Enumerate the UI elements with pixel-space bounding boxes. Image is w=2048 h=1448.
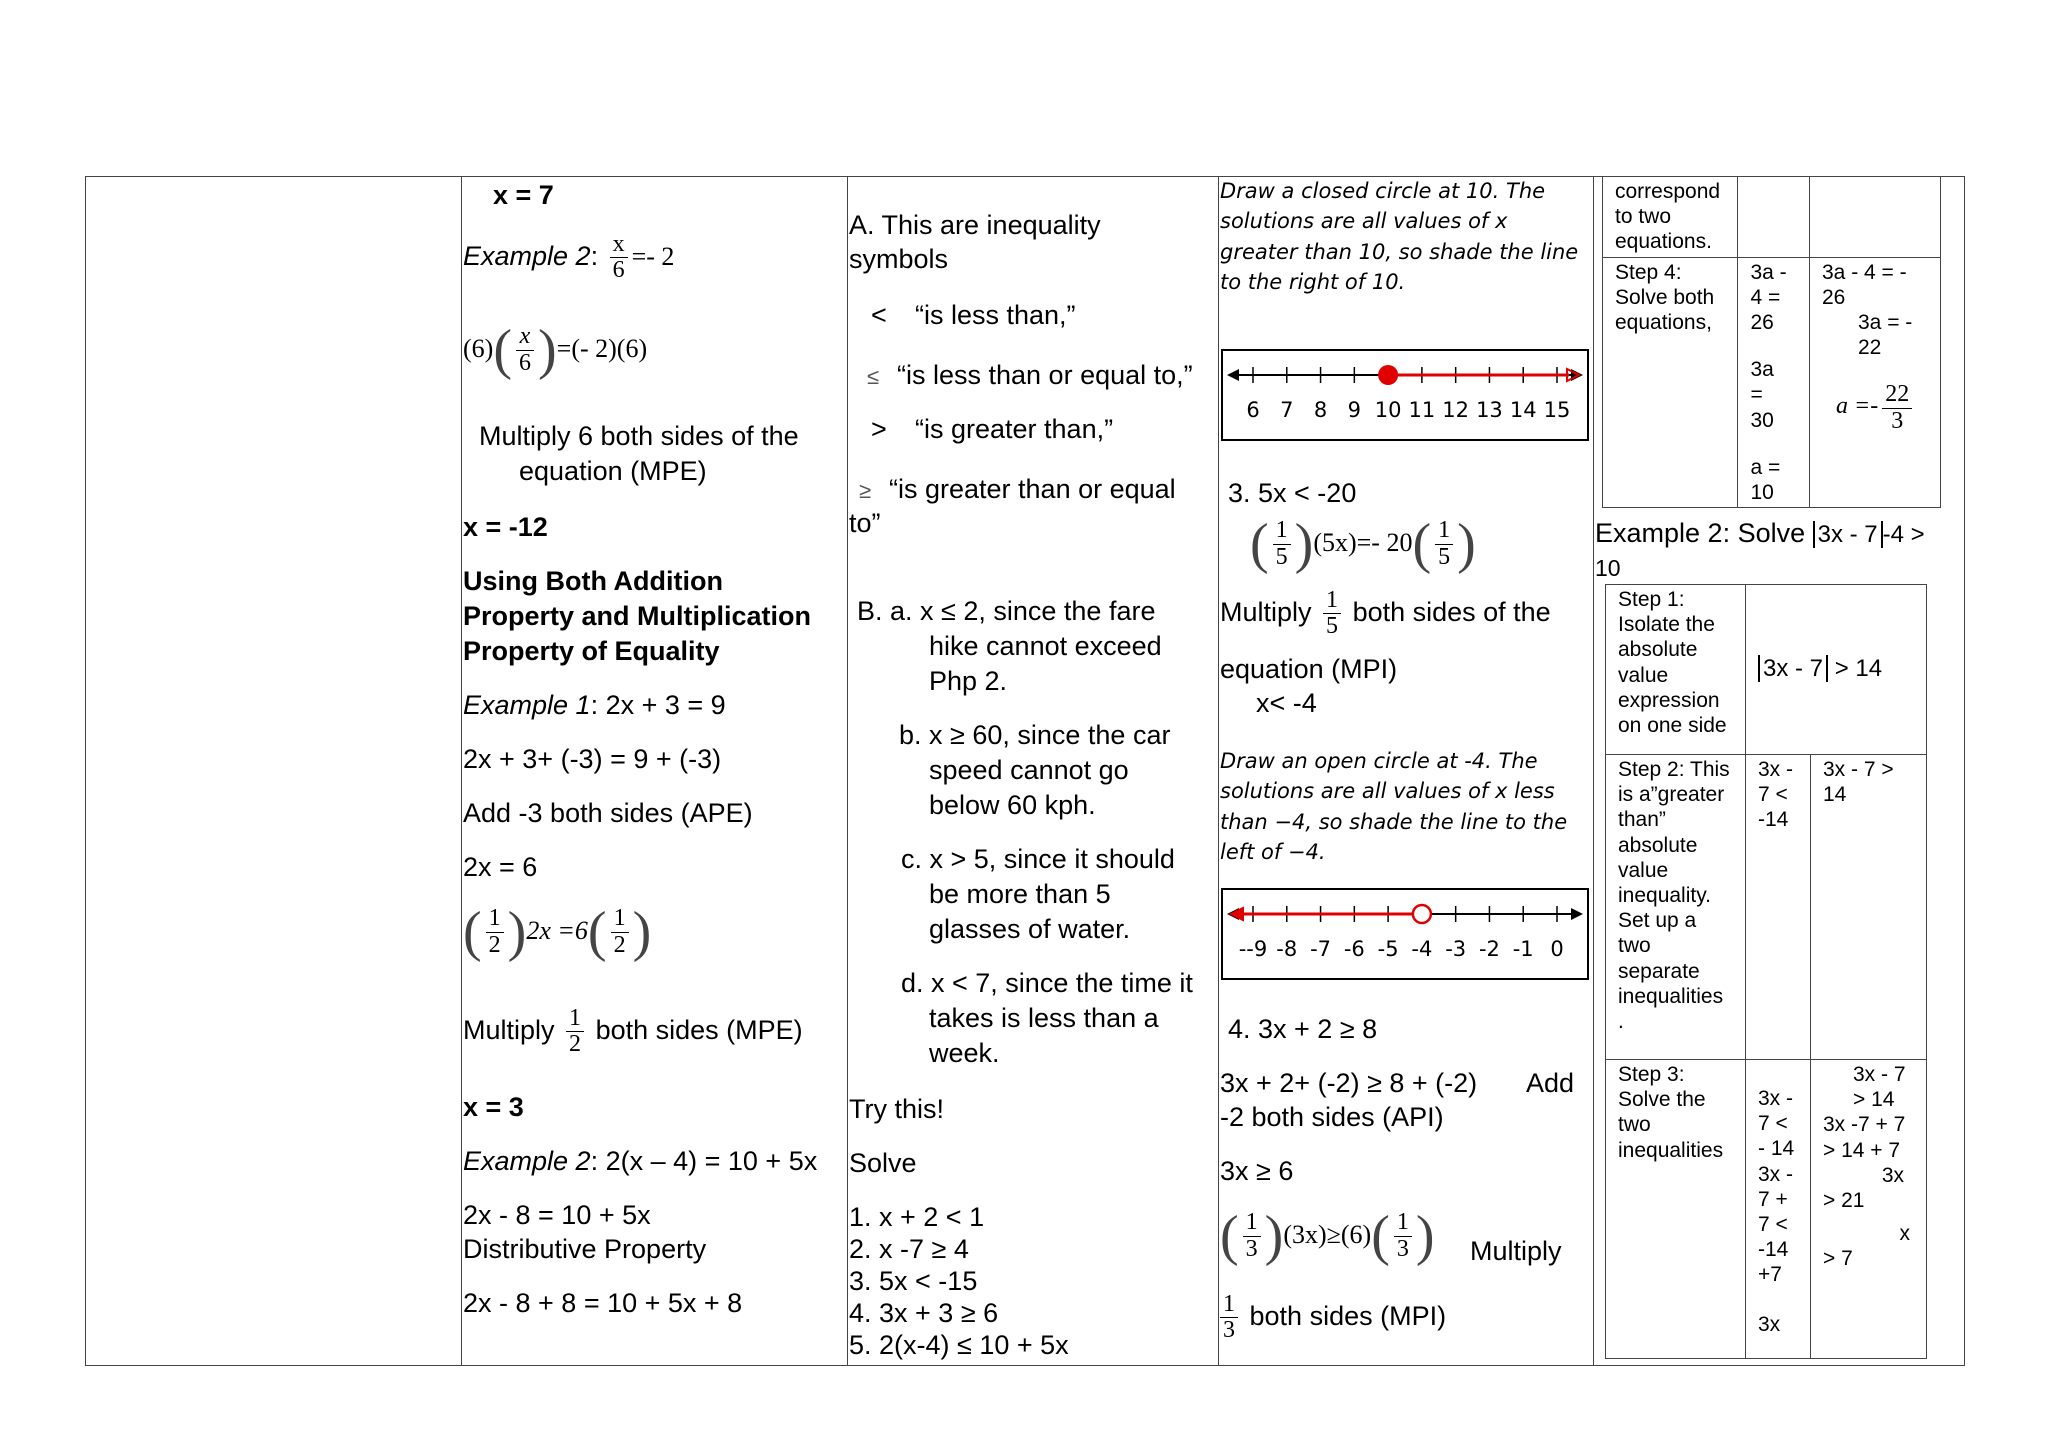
table-cell: Step 1: Isolate the absolute value expression on one side [1606, 585, 1746, 755]
q3-multiply-note: Multiply $\frac{1}{5}$ both sides of the [1220, 587, 1551, 640]
multiply-half-note: Multiply $\frac{1}{2}$ both sides (MPE) [463, 1005, 803, 1058]
column-divider [461, 176, 462, 1366]
arrow-left [1227, 369, 1239, 381]
tick-label: 13 [1476, 398, 1503, 422]
section-a-heading: A. This are inequality [849, 210, 1101, 240]
step-equation: 2x = 6 [463, 852, 538, 882]
symbol-greater-equal: ≥ “is greater than or equal [859, 474, 1176, 504]
answer-b-d: takes is less than a [929, 1003, 1159, 1033]
note-open-circle: Draw an open circle at -4. The solutions are all values of x less than −4, so shade the line to the left of −4. [1220, 749, 1568, 865]
practice-item: 1. x + 2 < 1 [849, 1202, 985, 1232]
multiply6-line1: Multiply 6 both sides of the [479, 421, 799, 451]
table-cell: 3x - 7 > 14 [1746, 585, 1927, 755]
answer-b-d: d. x < 7, since the time it [901, 968, 1193, 998]
fraction-answer: a =- $\frac{22}{3}$ [1836, 382, 1928, 433]
note-closed-circle: Draw a closed circle at 10. The solutions are all values of x greater than 10, so shade the line to the right of 10. [1220, 179, 1579, 295]
tick-label: -8 [1276, 937, 1298, 961]
symbol-greater-than: > “is greater than,” [871, 414, 1114, 444]
column-divider [1593, 176, 1594, 1366]
fraction: $\frac{1}{2}$ [566, 1006, 584, 1057]
symbol-less-than: < “is less than,” [871, 300, 1076, 330]
q4-step1-note: -2 both sides (API) [1220, 1102, 1444, 1132]
multiply6-line2: equation (MPE) [519, 456, 707, 486]
tick-label: -4 [1411, 937, 1433, 961]
answer-b-a: Php 2. [929, 666, 1008, 696]
answer-b-c: be more than 5 [929, 879, 1111, 909]
table-cell: 3x - 7 < - 14 3x - 7 + 7 < -14 +7 3x [1746, 1060, 1811, 1359]
practice-item: 4. 3x + 3 ≥ 6 [849, 1298, 999, 1328]
table-cell [1738, 177, 1810, 258]
fraction: $\frac{1}{5}$ [1323, 588, 1341, 639]
example2-equation: Example 2: $\frac{x}{6}$ =- 2 [463, 231, 675, 284]
tick-label: 7 [1280, 398, 1294, 422]
number-line-1 [1221, 349, 1589, 441]
practice-item: 3. 5x < -15 [849, 1266, 978, 1296]
symbol-greater-equal-cont: to” [849, 508, 881, 538]
number-line-1-svg [1223, 351, 1587, 439]
q4-multiply: Multiply [1470, 1236, 1562, 1266]
tick-label: -2 [1478, 937, 1500, 961]
tick-label: 9 [1347, 398, 1362, 422]
fraction: $\frac{1}{5}$ [1273, 518, 1291, 569]
arrow-right [1571, 908, 1583, 920]
column-divider [847, 176, 848, 1366]
tick-label: --9 [1238, 937, 1268, 961]
step-equation: 2x + 3+ (-3) = 9 + (-3) [463, 744, 722, 774]
answer-b-b: b. x ≥ 60, since the car [899, 720, 1171, 750]
tick-label: -1 [1512, 937, 1534, 961]
number-line-2 [1221, 888, 1589, 980]
table-cell: 3x - 7 > 14 3x -7 + 7 > 14 + 7 3x > 21 x > 7 [1811, 1060, 1927, 1359]
section-a-heading: symbols [849, 244, 949, 274]
tick-label: 11 [1408, 398, 1436, 422]
section-heading: Using Both Addition [463, 566, 723, 596]
answer-b-a: hike cannot exceed [929, 631, 1162, 661]
fraction: $\frac{1}{2}$ [486, 906, 504, 957]
tick-label: 6 [1246, 398, 1260, 422]
answer-b-a: B. a. x ≤ 2, since the fare [857, 596, 1156, 626]
example2b-equation: Example 2: 2(x – 4) = 10 + 5x [463, 1146, 818, 1176]
table-cell: Step 2: This is a”greater than” absolute value inequality. Set up a two separate inequalities . [1606, 755, 1746, 1060]
tick-label: 14 [1509, 398, 1537, 422]
half-equation: ( $\frac{1}{2}$ )2x =6( $\frac{1}{2}$ ) [463, 901, 652, 963]
closed-circle-10 [1378, 365, 1398, 385]
fraction: $\frac{1}{3}$ [1394, 1210, 1412, 1261]
answer-b-d: week. [929, 1038, 1000, 1068]
answer-xneg12: x = -12 [463, 512, 548, 542]
answer-b-b: speed cannot go [929, 755, 1129, 785]
q4-step2: 3x ≥ 6 [1220, 1156, 1294, 1186]
q4-step1: 3x + 2+ (-2) ≥ 8 + (-2) [1220, 1068, 1478, 1098]
mpe-equation: (6)( $\frac{x}{6}$ )=(- 2)(6) [463, 319, 648, 381]
fraction: $\frac{1}{3}$ [1243, 1210, 1261, 1261]
column-inequalities [849, 176, 1216, 1366]
fraction: $\frac{x}{6}$ [610, 232, 628, 283]
practice-item: 2. x -7 ≥ 4 [849, 1234, 969, 1264]
column-absolute-value [1595, 176, 1963, 1366]
practice-item: 5. 2(x-4) ≤ 10 + 5x [849, 1330, 1069, 1360]
column-equations [463, 176, 845, 1366]
tick-label: -5 [1377, 937, 1399, 961]
q4-multiply-note: $\frac{1}{3}$ both sides (MPI) [1220, 1292, 1446, 1343]
symbol-less-equal: ≤ “is less than or equal to,” [867, 360, 1193, 390]
absolute-value-steps-table [1605, 584, 1927, 1359]
question-3: 3. 5x < -20 [1228, 478, 1357, 508]
section-heading: Property and Multiplication [463, 601, 812, 631]
q4-equation: ( $\frac{1}{3}$ )(3x)≥(6)( $\frac{1}{3}$ ) [1220, 1205, 1435, 1267]
step-note: Distributive Property [463, 1234, 707, 1264]
fraction: $\frac{1}{2}$ [611, 906, 629, 957]
fraction: $\frac{x}{6}$ [516, 324, 534, 375]
section-heading: Property of Equality [463, 636, 720, 666]
answer-b-c: glasses of water. [929, 914, 1131, 944]
tick-label: -3 [1445, 937, 1467, 961]
table-cell: 3a - 4 = 26 3a = 30 a = 10 [1738, 257, 1810, 508]
number-line-2-svg [1223, 890, 1587, 978]
table-cell: Step 4: Solve both equations, [1603, 257, 1738, 508]
question-4: 4. 3x + 2 ≥ 8 [1228, 1014, 1378, 1044]
solve-heading: Solve [849, 1148, 917, 1178]
table-cell: 3x - 7 > 14 [1811, 755, 1927, 1060]
tick-label: -6 [1343, 937, 1365, 961]
table-cell: correspond to two equations. [1603, 177, 1738, 258]
table-cell [1810, 177, 1941, 258]
try-this-heading: Try this! [849, 1094, 945, 1124]
step4-table [1602, 176, 1941, 508]
tick-label: 10 [1374, 398, 1402, 422]
table-cell: 3x - 7 < -14 [1746, 755, 1811, 1060]
tick-label: -7 [1310, 937, 1332, 961]
step-equation: 2x - 8 + 8 = 10 + 5x + 8 [463, 1288, 743, 1318]
q3-equation: ( $\frac{1}{5}$ )(5x)=- 20( $\frac{1}{5}$ ) [1250, 513, 1476, 575]
answer-x7: x = 7 [493, 180, 554, 210]
step-equation: 2x - 8 = 10 + 5x [463, 1200, 651, 1230]
fraction: $\frac{1}{3}$ [1220, 1292, 1238, 1343]
answer-b-b: below 60 kph. [929, 790, 1096, 820]
example2-title: Example 2: Solve 3x - 7 -4 > [1595, 518, 1925, 548]
q3-answer: x< -4 [1256, 688, 1317, 718]
tick-label: 12 [1442, 398, 1470, 422]
example2-title-cont: 10 [1595, 555, 1621, 581]
table-cell: 3a - 4 = - 26 3a = - 22 a =- $\frac{22}{3}$ [1810, 257, 1941, 508]
example1-equation: Example 1: 2x + 3 = 9 [463, 690, 726, 720]
tick-label: 8 [1313, 398, 1328, 422]
fraction: $\frac{1}{5}$ [1435, 518, 1453, 569]
step-note: Add -3 both sides (APE) [463, 798, 753, 828]
fraction: $\frac{22}{3}$ [1882, 382, 1912, 433]
q4-step1-add: Add [1526, 1068, 1575, 1098]
open-circle-neg4 [1413, 905, 1431, 923]
q3-multiply-note2: equation (MPI) [1220, 654, 1398, 684]
answer-x3: x = 3 [463, 1092, 524, 1122]
tick-label: 0 [1550, 937, 1564, 961]
column-divider [1218, 176, 1219, 1366]
table-cell: Step 3: Solve the two inequalities [1606, 1060, 1746, 1359]
tick-label: 15 [1543, 398, 1571, 422]
column-number-lines [1220, 176, 1591, 1366]
answer-b-c: c. x > 5, since it should [901, 844, 1175, 874]
